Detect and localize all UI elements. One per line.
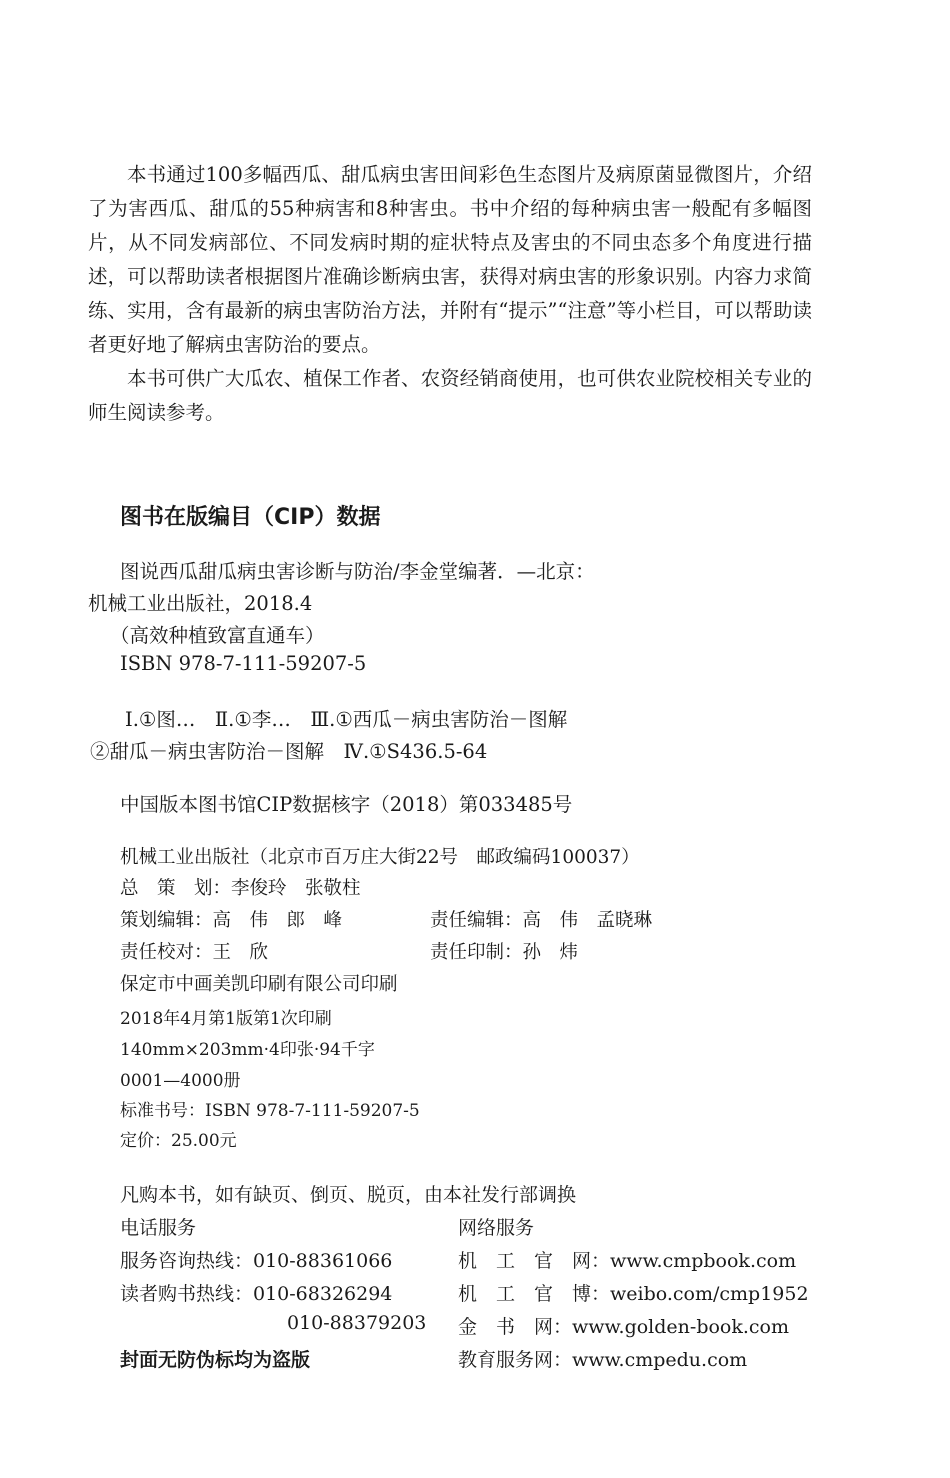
cip-isbn-line: ISBN 978-7-111-59207-5 <box>120 652 367 675</box>
proofreader: 责任校对：王 欣 <box>120 942 269 963</box>
book-introduction <box>88 158 812 430</box>
planning-editors: 策划编辑：高 伟 郎 峰 <box>120 910 343 931</box>
print-run: 0001—4000册 <box>120 1071 241 1091</box>
format-info: 140mm×203mm·4印张·94千字 <box>120 1040 375 1060</box>
cip-publisher-line: 机械工业出版社，2018.4 <box>88 592 313 615</box>
reader-hotline: 读者购书热线：010-68326294 <box>120 1283 393 1305</box>
golden-book-website: 金 书 网：www.golden-book.com <box>458 1316 790 1338</box>
price: 定价：25.00元 <box>120 1131 237 1151</box>
cip-heading: 图书在版编目（CIP）数据 <box>120 505 381 530</box>
phone-service-label: 电话服务 <box>120 1217 197 1239</box>
cip-classification-line-1: Ⅰ.①图… Ⅱ.①李… Ⅲ.①西瓜－病虫害防治－图解 <box>125 708 568 731</box>
defect-notice: 凡购本书，如有缺页、倒页、脱页，由本社发行部调换 <box>120 1184 577 1206</box>
chief-planner: 总 策 划：李俊玲 张敬柱 <box>120 878 361 899</box>
print-supervisor: 责任印制：孙 炜 <box>430 942 579 963</box>
reader-hotline-2: 010-88379203 <box>287 1312 427 1334</box>
consult-hotline: 服务咨询热线：010-88361066 <box>120 1250 393 1272</box>
cip-series-line: （高效种植致富直通车） <box>110 624 325 647</box>
web-service-label: 网络服务 <box>458 1217 535 1239</box>
education-service-website: 教育服务网：www.cmpedu.com <box>458 1349 748 1371</box>
anti-counterfeit-notice: 封面无防伪标均为盗版 <box>120 1349 311 1371</box>
responsible-editors: 责任编辑：高 伟 孟晓琳 <box>430 910 653 931</box>
cip-library-line: 中国版本图书馆CIP数据核字（2018）第033485号 <box>120 793 573 816</box>
cip-classification-line-2: ②甜瓜－病虫害防治－图解 Ⅳ.①S436.5-64 <box>90 740 488 763</box>
printer: 保定市中画美凯印刷有限公司印刷 <box>120 974 398 995</box>
edition-info: 2018年4月第1版第1次印刷 <box>120 1009 332 1029</box>
intro-paragraph-2: 本书可供广大瓜农、植保工作者、农资经销商使用，也可供农业院校相关专业的师生阅读参考。 <box>88 367 812 424</box>
publisher-weibo: 机 工 官 博：weibo.com/cmp1952 <box>458 1283 809 1305</box>
publisher-website: 机 工 官 网：www.cmpbook.com <box>458 1250 797 1272</box>
cip-title-line: 图说西瓜甜瓜病虫害诊断与防治/李金堂编著．—北京： <box>120 560 595 583</box>
publisher-address: 机械工业出版社（北京市百万庄大街22号 邮政编码100037） <box>120 847 640 868</box>
intro-paragraph-1: 本书通过100多幅西瓜、甜瓜病虫害田间彩色生态图片及病原菌显微图片，介绍了为害西瓜、甜瓜的55种病害和8种害虫。书中介绍的每种病虫害一般配有多幅图片，从不同发病部位、不同发病时期的症状特点及害虫的不同虫态多个角度进行描述，可以帮助读者根据图片准确诊断病虫害，获得对病虫害的形象识别。内容力求简练、实用，含有最新的病虫害防治方法，并附有“提示”“注意”等小栏目，可以帮助读者更好地了解病虫害防治的要点。 <box>88 163 812 356</box>
standard-book-number: 标准书号：ISBN 978-7-111-59207-5 <box>120 1101 420 1121</box>
